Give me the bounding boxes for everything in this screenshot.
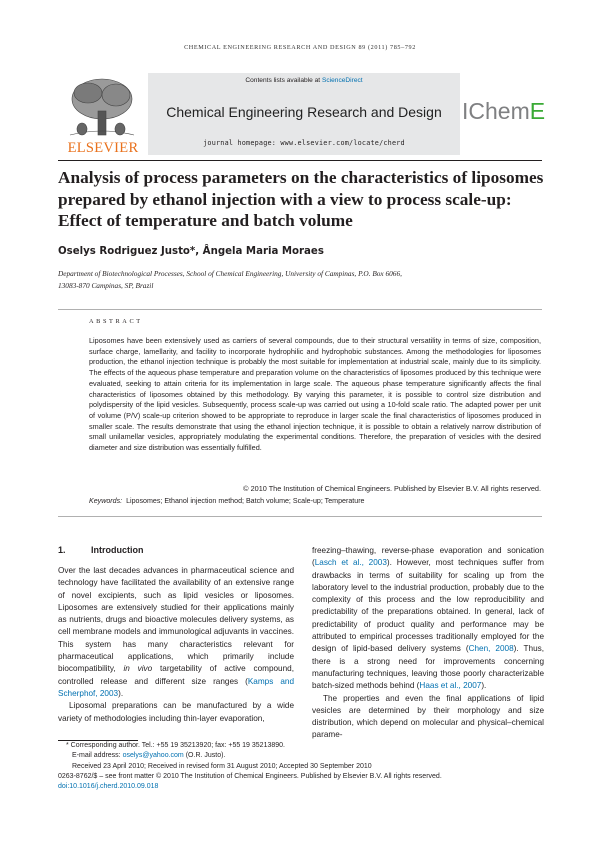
abstract-body: Liposomes have been extensively used as carriers of several compounds, due to their structural versatility in terms of size, composition, surface charge, lamellarity, and facility to incorporate hydrophilic and hydrophobic substances. Among the methodologies for liposomes production, the ethanol injection technique is probably the most suitable for implementation at industrial scale, mainly due to its simplicity. The effects of the aqueous phase temperature and preparation volume on the characteristics of liposomes produced by this technique were evaluated, seeking to attain criteria for its implementation in large scale. The aqueous phase temperature significantly affects the final characteristics of liposomes obtained by this methodology. By varying this parameter, it is possible to control size distribution and polydispersity of the lipid vesicles. Subsequently, process scale-up was carried out using a 10-fold scale ratio. The adapted power per unit of volume (P/V) scale-up criterion showed to be appropriate to reproduce in larger scale the final characteristics of liposomes produced in smaller scale. The results demonstrate that using the ethanol injection technique, it is possible to obtain a relatively narrow distribution of small unilamellar vesicles, appropriately modulating the experimental conditions. Therefore, the preparation of vesicles with the desired diameter and size distribution was essentially fulfilled. (89, 336, 541, 453)
text-run: freezing–thawing, reverse-phase evaporation and sonication ( (312, 546, 544, 568)
affiliation (58, 268, 528, 291)
doi-link[interactable]: doi:10.1016/j.cherd.2010.09.018 (58, 783, 159, 791)
icheme-logo (462, 98, 546, 125)
issn-line: 0263-8762/$ – see front matter © 2010 The Institution of Chemical Engineers. Published by Elsevier B.V. All rights reserved. (58, 772, 442, 780)
affiliation-line-2: 13083-870 Campinas, SP, Brazil (58, 280, 154, 290)
text-run: ). However, most techniques suffer from drawbacks in terms of suitability for scaling up from the laboratory level to the industrial production, probably due to the complexity of this process and the low reproducibility and predictability of the preparations obtained. In general, lack of predictability of product quality and performance may be attributed to empirical processes traditionally employed for the design of lipid-based delivery systems ( (312, 558, 544, 654)
section-heading-introduction (58, 545, 144, 555)
text-run: Over the last decades advances in pharmaceutical science and technology have facilitated the availability of an extensive range of novel excipients, such as lipid vesicles or liposomes. Liposomes are extensively studied for their applications mainly as nutrients, drugs and bioactive molecules delivery systems, as cell membrane models and immunological adjuvants in vaccines. This system has many characteristics relevant for pharmaceutical applications, which primarily include biocompatibility, (58, 566, 294, 674)
affiliation-line-1: Department of Biotechnological Processes, School of Chemical Engineering, University of Campinas, P.O. Box 6066, (58, 269, 402, 278)
text-run: targetability of active compound, controlled release and different size ranges ( (58, 664, 294, 686)
intro-paragraph-1 (58, 565, 294, 700)
contents-prefix: Contents lists available at (245, 77, 322, 84)
intro-paragraph-3: The properties and even the final applications of lipid vesicles are determined by their morphology and size distribution, which depend on molecular and physical–chemical parame- (312, 693, 544, 740)
article-title: Analysis of process parameters on the characteristics of liposomes prepared by ethanol injection with a view to process scale-up: Effect of temperature and batch volume (58, 168, 544, 230)
section-title: Introduction (91, 545, 144, 555)
keywords (89, 497, 365, 505)
intro-paragraph-2-cont (312, 545, 544, 693)
intro-column-left (58, 565, 294, 725)
keywords-label: Keywords: (89, 497, 123, 505)
abstract-copyright: © 2010 The Institution of Chemical Engineers. Published by Elsevier B.V. All rights reserved. (243, 484, 541, 493)
sciencedirect-link[interactable]: ScienceDirect (321, 77, 363, 84)
section-number: 1. (58, 545, 66, 555)
citation-link[interactable]: Lasch et al., 2003 (314, 558, 387, 568)
citation-link[interactable]: Haas et al., 2007 (419, 681, 482, 691)
author-list: Oselys Rodriguez Justo*, Ângela Maria Moraes (58, 246, 324, 257)
email-link[interactable]: oselys@yahoo.com (122, 752, 184, 760)
intro-column-right (312, 545, 544, 742)
icheme-logo-main: IChem (462, 98, 530, 124)
email-suffix: (O.R. Justo). (183, 752, 226, 760)
corresponding-author-note: * Corresponding author. Tel.: +55 19 35213920; fax: +55 19 35213890. (66, 742, 285, 749)
elsevier-wordmark: ELSEVIER (67, 140, 139, 156)
abstract-divider-top (58, 309, 542, 310)
abstract-divider-bottom (58, 516, 542, 517)
citation-link[interactable]: Chen, 2008 (468, 644, 514, 654)
intro-paragraph-2: Liposomal preparations can be manufactured by a wide variety of methodologies including thin-layer evaporation, (58, 701, 294, 723)
italic-run: in vivo (123, 664, 153, 674)
journal-homepage[interactable]: journal homepage: www.elsevier.com/locate/cherd (203, 139, 405, 147)
text-run: ). Thus, there is a strong need for improvements concerning manufacturing techniques, leaving those poorly characterizable batch-sized methods behind ( (312, 644, 544, 691)
icheme-logo-e: E (529, 98, 546, 124)
journal-title: Chemical Engineering Research and Design (166, 104, 442, 120)
text-run: ). (481, 681, 487, 691)
header-divider (58, 160, 542, 161)
citation-link[interactable]: Kamps and Scherphof, 2003 (58, 676, 294, 698)
text-run: ). (118, 688, 124, 698)
footnotes (58, 741, 548, 792)
email-label: E-mail address: (72, 752, 123, 760)
abstract-heading: ABSTRACT (89, 318, 143, 325)
contents-available-line (148, 77, 460, 84)
running-header: CHEMICAL ENGINEERING RESEARCH AND DESIGN 89 (2011) 785–792 (184, 44, 416, 51)
keywords-list: Liposomes; Ethanol injection method; Batch volume; Scale-up; Temperature (126, 497, 365, 505)
received-dates: Received 23 April 2010; Received in revised form 31 August 2010; Accepted 30 September 2010 (72, 762, 372, 770)
email-note (58, 751, 548, 761)
